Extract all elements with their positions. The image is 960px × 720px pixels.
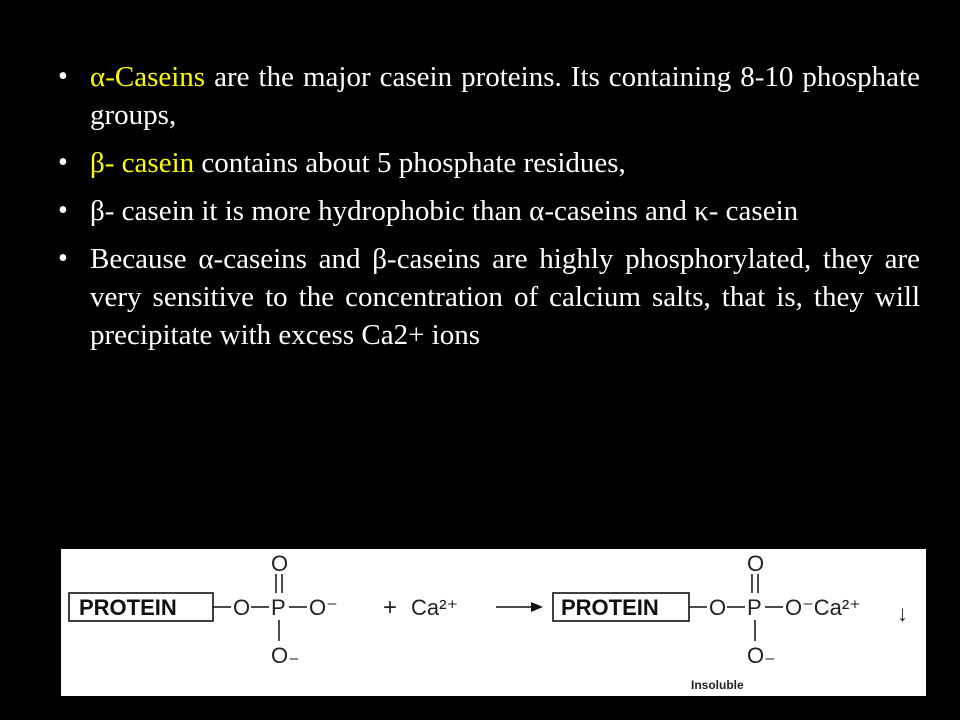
bullet-text — [90, 144, 920, 182]
bullet-text — [90, 192, 920, 230]
bullet-text — [90, 240, 920, 354]
oxygen-atom-top: O — [747, 551, 765, 576]
bullet-item — [58, 240, 920, 354]
bullet-body: are the major casein proteins. Its containing 8-10 phosphate groups, — [90, 61, 920, 131]
bullet-highlight: α-Caseins — [90, 61, 206, 93]
plus-sign: + — [383, 594, 398, 621]
phosphorus-atom: P — [747, 595, 762, 620]
oxygen-atom-top: O — [271, 551, 289, 576]
insoluble-label: Insoluble — [691, 678, 744, 692]
protein-label-right: PROTEIN — [561, 595, 659, 620]
bullet-body: β- casein it is more hydrophobic than α-caseins and κ- casein — [90, 195, 799, 227]
bullet-item — [58, 58, 920, 134]
oxygen-calcium: O⁻Ca²⁺ — [785, 595, 861, 620]
bullet-marker: • — [58, 61, 68, 92]
bullet-marker: • — [58, 147, 68, 178]
bullet-body: Because α-caseins and β-caseins are highly phosphorylated, they are very sensitive to the concentration of calcium salts, that is, they will precipitate with excess Ca2+ ions — [90, 243, 920, 351]
reaction-svg — [61, 549, 926, 696]
bullet-body: contains about 5 phosphate residues, — [194, 147, 626, 179]
bullet-item — [58, 192, 920, 230]
reaction-arrow-head — [531, 602, 543, 612]
oxygen-anion: O⁻ — [309, 595, 338, 620]
oxygen-bottom: O₋ — [747, 643, 776, 668]
bullet-list — [58, 58, 920, 364]
oxygen-atom: O — [709, 595, 727, 620]
bullet-marker: • — [58, 243, 68, 274]
protein-label-left: PROTEIN — [79, 595, 177, 620]
oxygen-bottom: O₋ — [271, 643, 300, 668]
calcium-ion: Ca²⁺ — [411, 595, 459, 620]
oxygen-atom: O — [233, 595, 251, 620]
precipitate-arrow-icon: ↓ — [897, 601, 908, 626]
bullet-highlight: β- casein — [90, 147, 195, 179]
phosphorus-atom: P — [271, 595, 286, 620]
bullet-marker: • — [58, 195, 68, 226]
bullet-text — [90, 58, 920, 134]
bullet-item — [58, 144, 920, 182]
reaction-diagram — [61, 549, 926, 696]
